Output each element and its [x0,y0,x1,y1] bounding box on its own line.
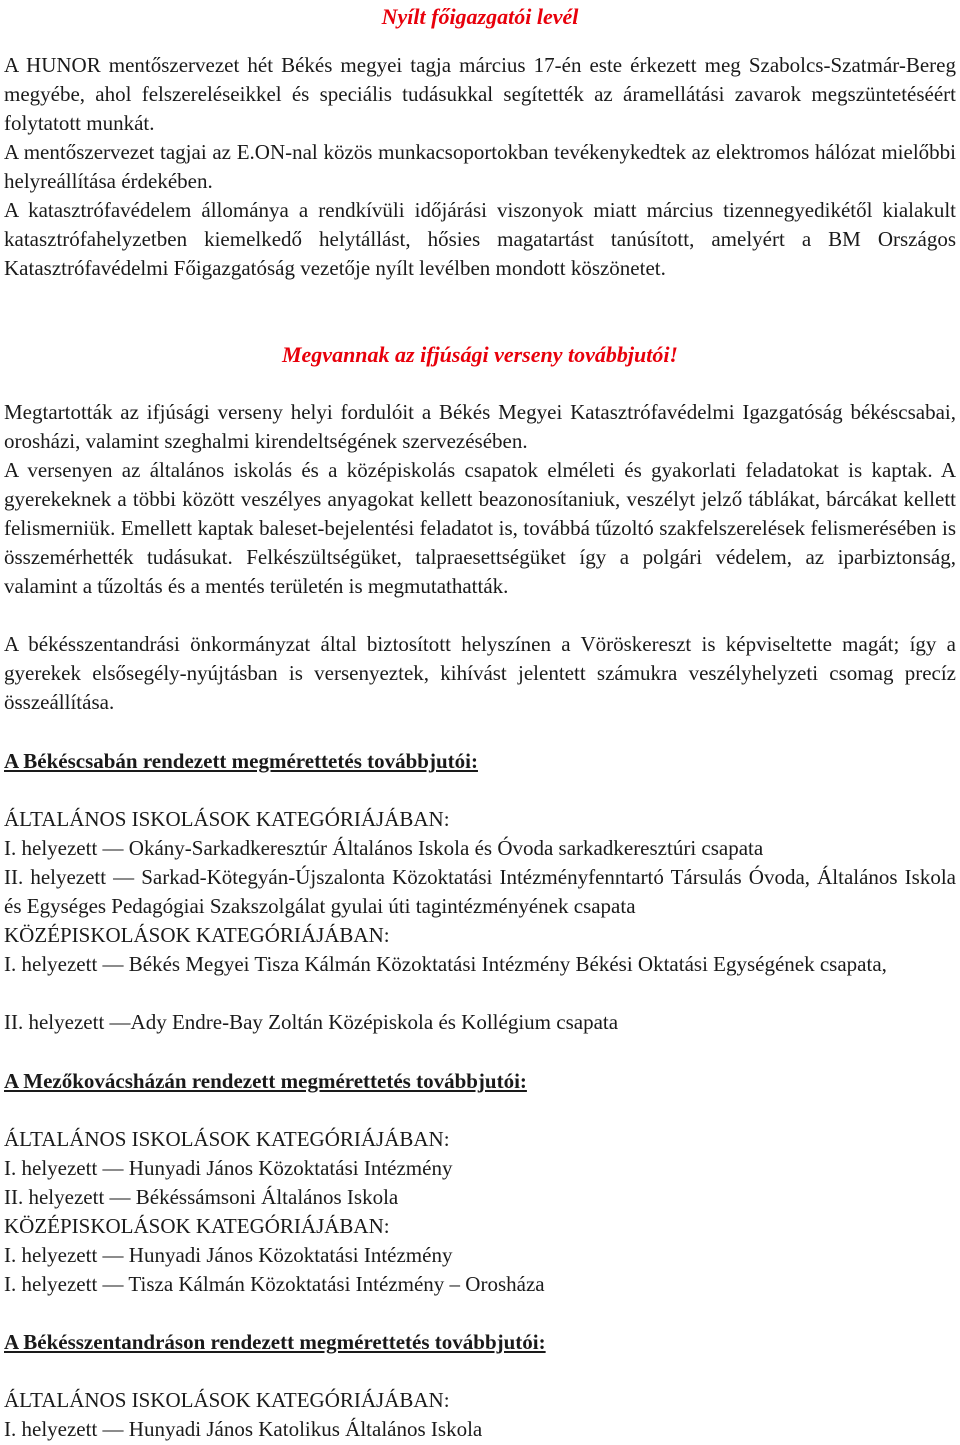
paragraph-hunor: A HUNOR mentőszervezet hét Békés megyei tagja március 17-én este érkezett meg Szabolcs-Szatmár-Bereg megyébe, ahol felszereléseikkel és speciális tudásukkal segítették az áramellátási zavarok megszüntetéséért folytatott munkát. [4,53,956,135]
result-line: II. helyezett ― Békéssámsoni Általános Iskola [4,1185,399,1209]
result-line: I. helyezett ― Békés Megyei Tisza Kálmán Közoktatási Intézmény Békési Oktatási Egységének csapata, [4,952,887,976]
result-line: I. helyezett ― Hunyadi János Közoktatási Intézmény [4,1156,453,1180]
category-primary: ÁLTALÁNOS ISKOLÁSOK KATEGÓRIÁJÁBAN: [4,1127,450,1151]
category-secondary: KÖZÉPISKOLÁSOK KATEGÓRIÁJÁBAN: [4,923,390,947]
category-primary: ÁLTALÁNOS ISKOLÁSOK KATEGÓRIÁJÁBAN: [4,1388,450,1412]
result-line: I. helyezett ― Hunyadi János Közoktatási Intézmény [4,1243,453,1267]
title-youth-competition: Megvannak az ifjúsági verseny továbbjutói! [281,342,678,367]
result-line: II. helyezett ―Ady Endre-Bay Zoltán Középiskola és Kollégium csapata [4,1010,619,1034]
paragraph-competition-tasks: A versenyen az általános iskolás és a középiskolás csapatok elméleti és gyakorlati feladatokat is kaptak. A gyerekeknek a többi között veszélyes anyagokat kellett beazonosítaniuk, veszélyt jelző táblákat, bárcákat kellett felismerniük. Emellett kaptak baleset-bejelentési feladatot is, továbbá tűzoltó szakfelszerelések felismerésében is összemérhették tudásukat. Felkészültségüket, talpraesettségüket így a polgári védelem, az iparbiztonság, valamint a tűzoltás és a mentés területén is megmutathatták. [4,458,956,598]
heading-mezokovacshaza: A Mezőkovácsházán rendezett megmérettetés továbbjutói: [4,1069,527,1093]
heading-bekesszentandras: A Békésszentandráson rendezett megmérettetés továbbjutói: [4,1330,546,1354]
paragraph-disaster-management: A katasztrófavédelem állománya a rendkívüli időjárási viszonyok miatt március tizennegyedikétől kialakult katasztrófahelyzetben kiemelkedő helytállást, hősies magatartást tanúsított, amelyért a BM Országos Katasztrófavédelmi Főigazgatóság vezetője nyílt levélben mondott köszönetet. [4,198,956,280]
paragraph-eon: A mentőszervezet tagjai az E.ON-nal közös munkacsoportokban tevékenykedtek az elektromos hálózat mielőbbi helyreállítása érdekében. [4,140,956,193]
result-line: I. helyezett ― Okány-Sarkadkeresztúr Általános Iskola és Óvoda sarkadkeresztúri csapata [4,836,764,860]
paragraph-red-cross: A békésszentandrási önkormányzat által biztosított helyszínen a Vöröskereszt is képviseltette magát; így a gyerekek elsősegély-nyújtásban is versenyeztek, kihívást jelentett számukra veszélyhelyzeti csomag precíz összeállítása. [4,632,956,714]
category-secondary: KÖZÉPISKOLÁSOK KATEGÓRIÁJÁBAN: [4,1214,390,1238]
title-open-letter: Nyílt főigazgatói levél [381,4,579,29]
result-line: II. helyezett ― Sarkad-Kötegyán-Újszalonta Közoktatási Intézményfenntartó Társulás Óvoda, Általános Iskola és Egységes Pedagógiai Szakszolgálat gyulai úti tagintézményének csapata [4,865,956,918]
paragraph-competition-rounds: Megtartották az ifjúsági verseny helyi fordulóit a Békés Megyei Katasztrófavédelmi Igazgatóság békéscsabai, orosházi, valamint szeghalmi kirendeltségének szervezésében. [4,400,956,453]
category-primary: ÁLTALÁNOS ISKOLÁSOK KATEGÓRIÁJÁBAN: [4,807,450,831]
heading-bekescsaba: A Békéscsabán rendezett megmérettetés továbbjutói: [4,749,478,773]
result-line: I. helyezett ― Tisza Kálmán Közoktatási Intézmény – Orosháza [4,1272,545,1296]
result-line: I. helyezett ― Hunyadi János Katolikus Általános Iskola [4,1417,483,1441]
